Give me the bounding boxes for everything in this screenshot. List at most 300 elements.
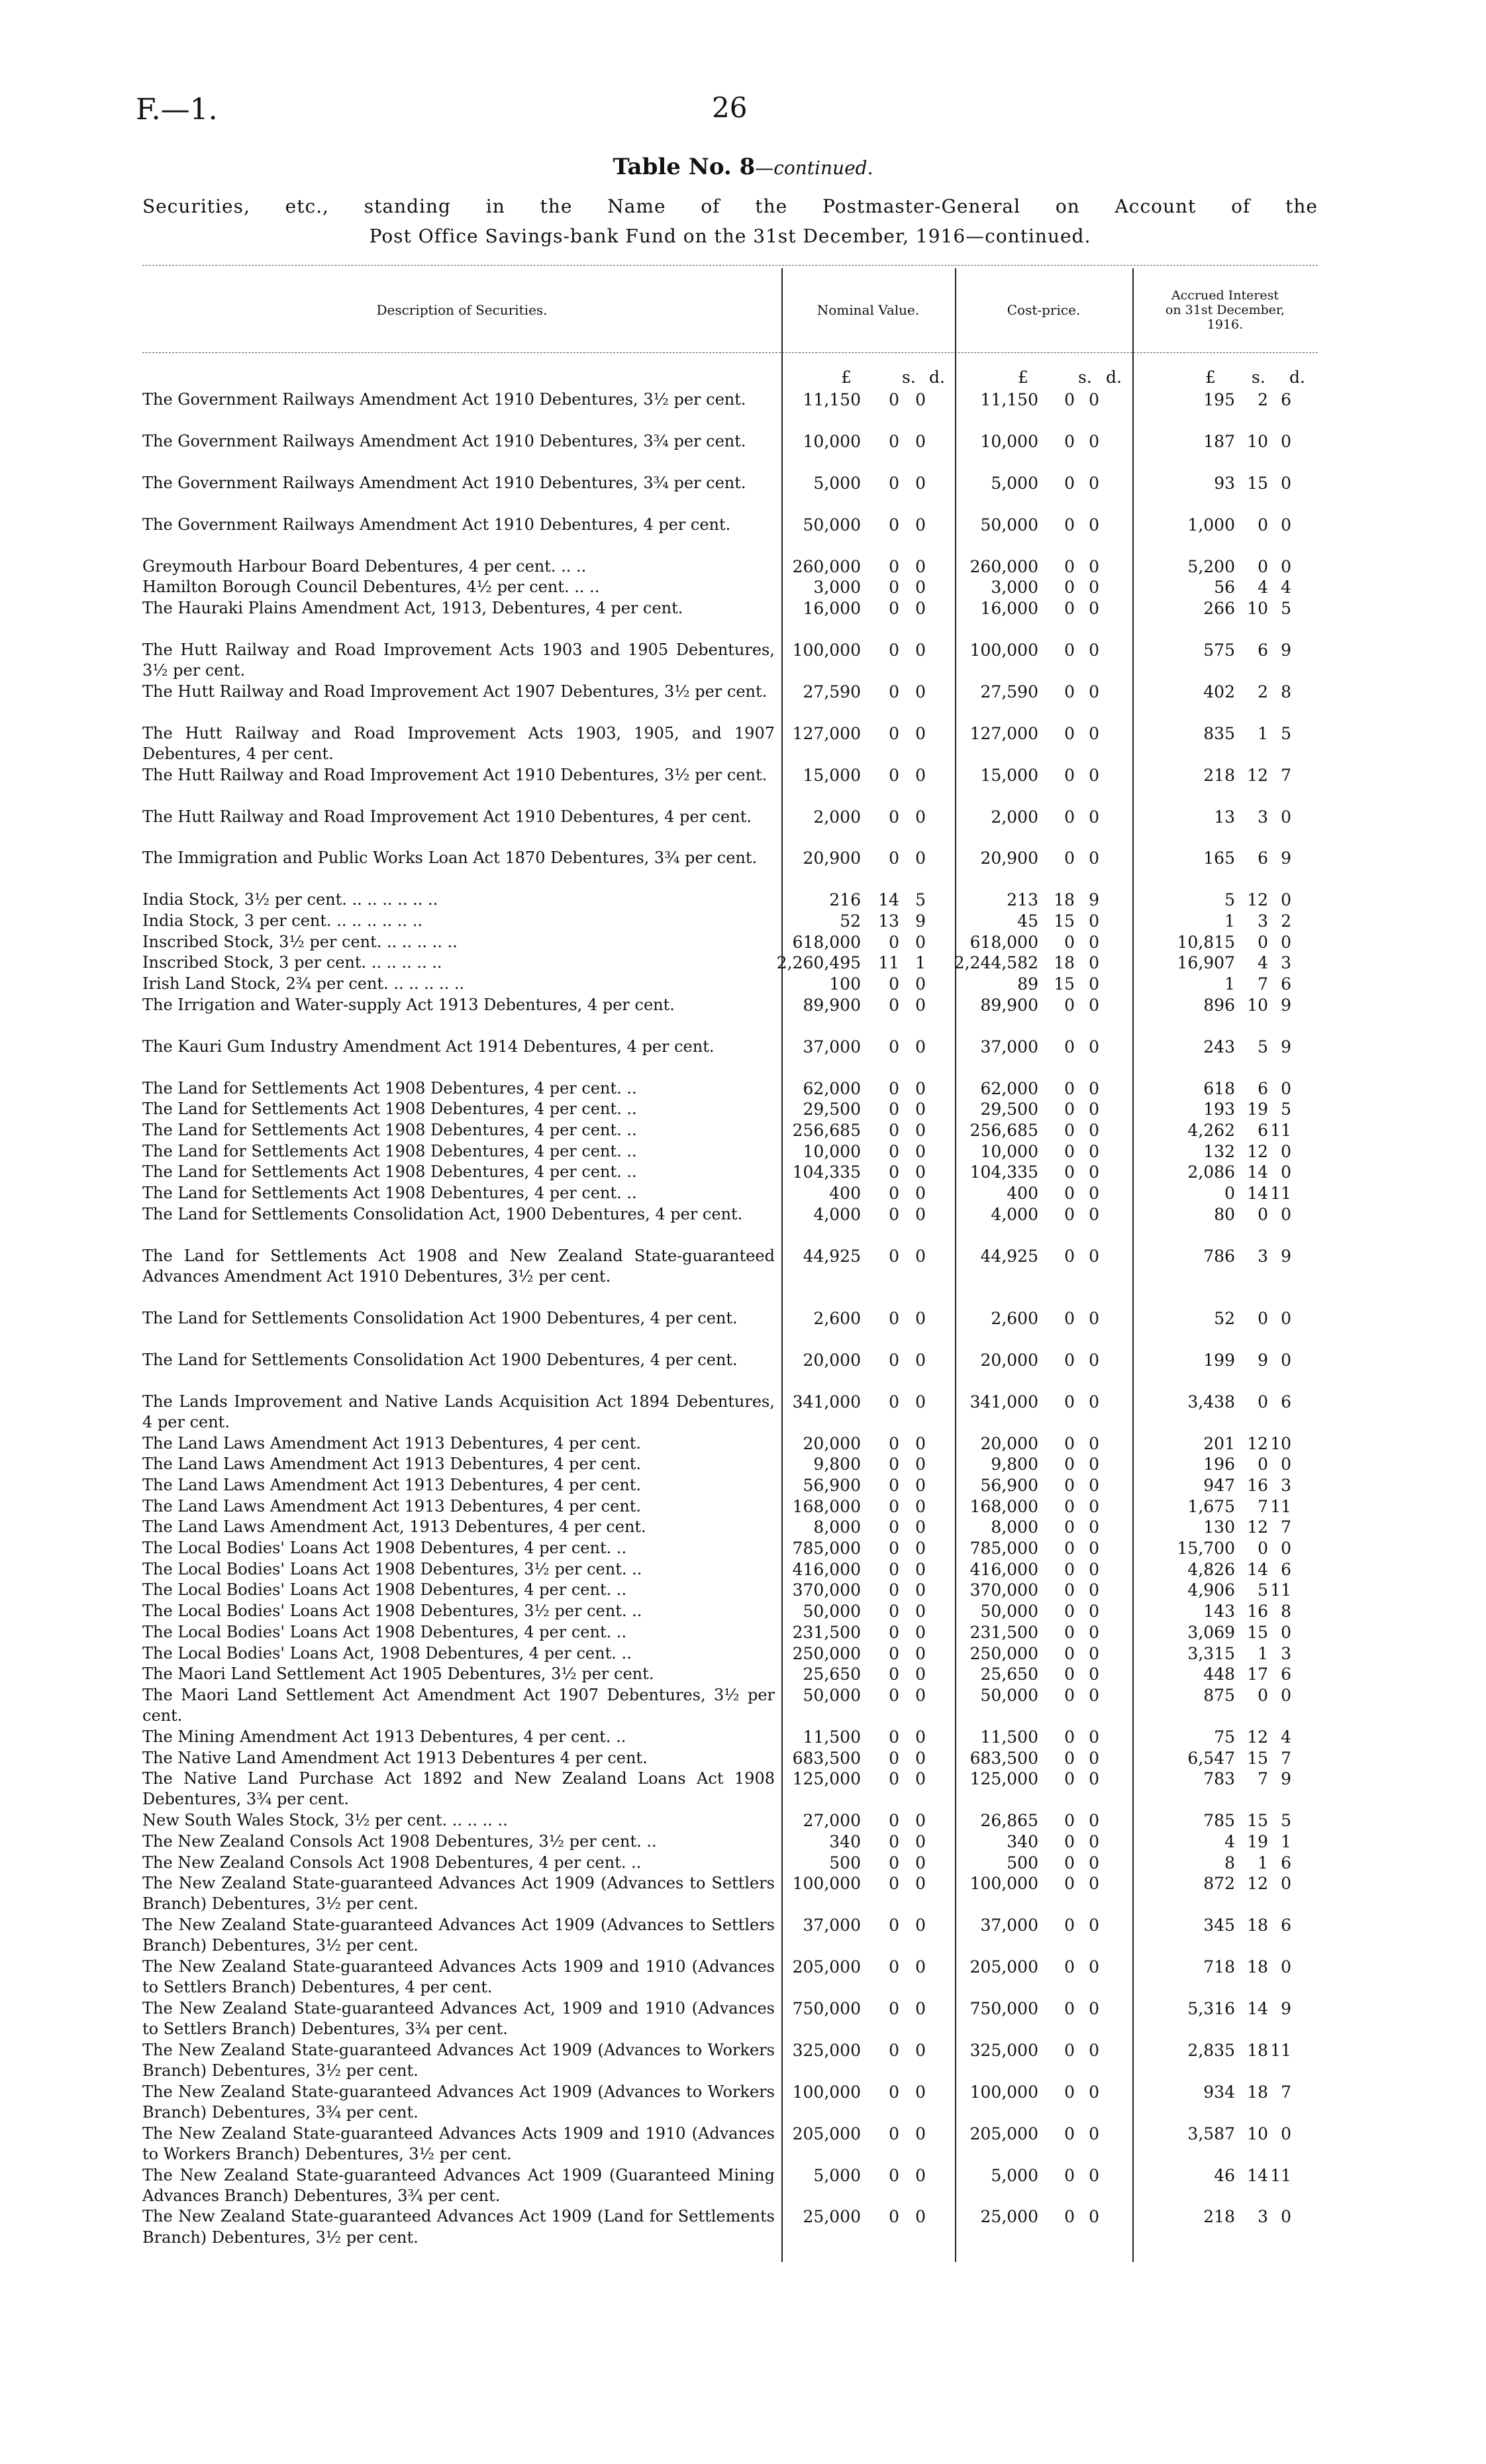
accrued-pence: 3 [1281,1643,1291,1663]
cost-pence: 0 [1089,911,1099,931]
nominal-pounds: 785,000 [792,1539,861,1558]
nominal-shillings: 0 [889,640,899,660]
nominal-shillings: 0 [889,1559,899,1579]
nominal-pence: 0 [915,1100,926,1119]
nominal-pence: 0 [915,848,926,868]
accrued-shillings: 12 [1247,890,1268,910]
cost-pence: 0 [1089,765,1099,785]
accrued-pounds: 16,907 [1177,953,1235,973]
accrued-shillings: 18 [1247,1916,1268,1935]
cost-shillings: 0 [1064,1475,1075,1495]
cost-pence: 0 [1089,515,1099,535]
accrued-pence: 6 [1281,1559,1291,1579]
cost-pence: 0 [1089,1727,1099,1747]
nominal-shillings: 0 [889,723,899,743]
cost-pounds: 44,925 [980,1246,1038,1266]
security-description: The Land for Settlements Act 1908 Debentures, 4 per cent. .. [142,1100,637,1119]
column-header-cost-text: Cost-price. [1007,301,1081,318]
nominal-pounds: 5,000 [813,2165,861,2185]
nominal-shillings: 0 [889,1308,899,1328]
cost-pounds: 3,000 [991,578,1038,597]
nominal-pence: 0 [915,1998,926,2018]
cost-pence: 0 [1089,1811,1099,1831]
nominal-shillings: 0 [889,1580,899,1600]
security-description: The Government Railways Amendment Act 1910 Debentures, 3½ per cent. [142,390,746,409]
cost-pound-unit: £ [1018,368,1028,387]
nominal-pounds: 5,000 [813,473,861,493]
accrued-pence: 11 [1270,1184,1291,1204]
nominal-pounds: 62,000 [803,1078,861,1098]
security-description: The New Zealand State-guaranteed Advances Acts 1909 and 1910 (Advances to Settlers Branch) Debentures, 4 per cent. [142,1957,775,1997]
cost-pounds: 11,500 [980,1727,1038,1747]
accrued-pounds: 187 [1203,431,1235,451]
accrued-shillings: 3 [1258,911,1268,931]
accrued-shillings: 15 [1247,1811,1268,1831]
nominal-pounds: 340 [829,1831,861,1851]
cost-shillings: 0 [1064,1455,1075,1474]
cost-pence: 0 [1089,1643,1099,1663]
cost-pounds: 26,865 [980,1811,1038,1831]
accrued-shillings: 14 [1247,1998,1268,2018]
cost-pence: 0 [1089,1162,1099,1182]
accrued-shillings: 14 [1247,1184,1268,1204]
nominal-pounds: 2,600 [813,1308,861,1328]
cost-pounds: 37,000 [980,1037,1038,1056]
nominal-shillings: 0 [889,2082,899,2102]
accrued-pounds: 130 [1203,1517,1235,1537]
column-header-description [142,268,781,351]
nominal-pence: 0 [915,2124,926,2143]
nominal-pence: 0 [915,1685,926,1705]
security-description: The Local Bodies' Loans Act 1908 Debentures, 4 per cent. .. [142,1622,627,1641]
cost-shillings: 0 [1064,1392,1075,1412]
nominal-pence: 0 [915,974,926,994]
cost-shillings: 0 [1064,807,1075,827]
nominal-pence: 0 [915,1455,926,1474]
cost-shillings: 0 [1064,1643,1075,1663]
accrued-pounds: 132 [1203,1141,1235,1161]
cost-shillings: 0 [1064,1811,1075,1831]
security-description: Irish Land Stock, 2¾ per cent. .. .. .. .. .. [142,974,465,994]
nominal-pence: 0 [915,1475,926,1495]
cost-pence: 0 [1089,1580,1099,1600]
nominal-pence: 0 [915,1350,926,1370]
cost-pounds: 683,500 [969,1748,1038,1768]
accrued-pence: 11 [1270,1496,1291,1516]
cost-pounds: 27,590 [980,682,1038,701]
accrued-pence: 0 [1281,1350,1291,1370]
accrued-pence: 8 [1281,682,1291,701]
nominal-pounds: 127,000 [792,723,861,743]
nominal-pounds: 250,000 [792,1643,861,1663]
nominal-shillings: 0 [889,848,899,868]
cost-pence: 0 [1089,1433,1099,1453]
security-description: The Local Bodies' Loans Act 1908 Debentures, 3½ per cent. .. [142,1602,642,1621]
cost-pounds: 618,000 [969,932,1038,952]
cost-shillings: 15 [1054,974,1075,994]
accrued-pounds: 345 [1203,1916,1235,1935]
security-description: The Local Bodies' Loans Act 1908 Debentures, 3½ per cent. .. [142,1559,642,1578]
nominal-pence: 0 [915,1748,926,1768]
cost-pence: 0 [1089,1831,1099,1851]
cost-pounds: 50,000 [980,1602,1038,1621]
cost-pounds: 56,900 [980,1475,1038,1495]
cost-pounds: 250,000 [969,1643,1038,1663]
cost-pounds: 370,000 [969,1580,1038,1600]
cost-pence: 0 [1089,807,1099,827]
nominal-pounds: 44,925 [803,1246,861,1266]
accrued-shillings: 5 [1258,1037,1268,1056]
nominal-shillings: 0 [889,2040,899,2060]
accrued-shillings: 1 [1258,1853,1268,1873]
cost-pence: 0 [1089,1622,1099,1642]
cost-pounds: 25,650 [980,1665,1038,1684]
accrued-pence: 0 [1281,2124,1291,2143]
nominal-pounds: 50,000 [803,515,861,535]
accrued-pence: 9 [1281,1769,1291,1789]
nominal-shillings: 0 [889,1685,899,1705]
nominal-shillings: 0 [889,1078,899,1098]
cost-shillings: 0 [1064,723,1075,743]
cost-pounds: 62,000 [980,1078,1038,1098]
nominal-pence: 0 [915,1580,926,1600]
nominal-pounds: 50,000 [803,1685,861,1705]
cost-shillings: 0 [1064,599,1075,618]
nominal-pounds: 37,000 [803,1916,861,1935]
nominal-pence: 0 [915,1078,926,1098]
nominal-pence: 0 [915,1308,926,1328]
accrued-shillings: 0 [1258,932,1268,952]
accrued-pence: 0 [1281,1455,1291,1474]
cost-pence: 0 [1089,1246,1099,1266]
nominal-pounds: 29,500 [803,1100,861,1119]
accrued-pounds: 896 [1203,995,1235,1015]
cost-shillings: 0 [1064,1184,1075,1204]
cost-pounds: 416,000 [969,1559,1038,1579]
cost-pence: 0 [1089,974,1099,994]
accrued-pounds: 4,906 [1187,1580,1235,1600]
accrued-shillings: 16 [1247,1602,1268,1621]
nominal-pence: 0 [915,556,926,576]
security-description: India Stock, 3½ per cent. .. .. .. .. .. .. [142,890,438,909]
accrued-pounds: 195 [1203,390,1235,409]
cost-shillings: 0 [1064,1874,1075,1894]
accrued-pence: 10 [1270,1433,1291,1453]
cost-pence: 0 [1089,556,1099,576]
nominal-pounds: 683,500 [792,1748,861,1768]
accrued-pence: 0 [1281,556,1291,576]
nominal-pounds: 325,000 [792,2040,861,2060]
cost-shillings: 0 [1064,1141,1075,1161]
security-description: The New Zealand Consols Act 1908 Debentures, 3½ per cent. .. [142,1831,657,1851]
nominal-pence: 0 [915,1184,926,1204]
security-description: The Land for Settlements Act 1908 Debentures, 4 per cent. .. [142,1078,637,1098]
nominal-pence: 0 [915,1204,926,1224]
cost-pence: 0 [1089,1957,1099,1976]
cost-shillings: 0 [1064,1602,1075,1621]
cost-shillings: 0 [1064,1665,1075,1684]
accrued-shillings: 18 [1247,2040,1268,2060]
cost-shillings: 0 [1064,848,1075,868]
accrued-shillings: 7 [1258,1769,1268,1789]
accrued-pounds: 143 [1203,1602,1235,1621]
nominal-pence: 5 [915,890,926,910]
accrued-shillings: 2 [1258,682,1268,701]
cost-pence: 0 [1089,953,1099,973]
accrued-shillings: 6 [1258,1078,1268,1098]
nominal-pence: 0 [915,1602,926,1621]
accrued-shillings: 14 [1247,1162,1268,1182]
accrued-pounds: 243 [1203,1037,1235,1056]
accrued-shillings: 1 [1258,1643,1268,1663]
nominal-shillings: 0 [889,1517,899,1537]
accrued-pounds: 13 [1214,807,1235,827]
cost-pence-unit: d. [1106,368,1122,387]
cost-pounds: 89,900 [980,995,1038,1015]
cost-pence: 0 [1089,2124,1099,2143]
nominal-pence: 0 [915,1121,926,1140]
accrued-shillings: 7 [1258,1496,1268,1516]
nominal-pounds: 15,000 [803,765,861,785]
accrued-pounds: 93 [1214,473,1235,493]
cost-shillings: 0 [1064,1916,1075,1935]
cost-shillings: 0 [1064,1831,1075,1851]
accrued-shillings: 18 [1247,1957,1268,1976]
cost-shillings: 0 [1064,2040,1075,2060]
accrued-pence: 8 [1281,1602,1291,1621]
cost-pence: 0 [1089,1853,1099,1873]
accrued-pounds: 2,835 [1187,2040,1235,2060]
security-description: The Maori Land Settlement Act 1905 Debentures, 3½ per cent. [142,1665,654,1684]
cost-pounds: 10,000 [980,1141,1038,1161]
security-description: The New Zealand State-guaranteed Advances Act 1909 (Advances to Workers Branch) Debentures, 3½ per cent. [142,2040,775,2080]
nominal-shillings: 0 [889,995,899,1015]
accrued-shillings: 0 [1258,1685,1268,1705]
cost-shillings: 0 [1064,765,1075,785]
nominal-pounds: 25,000 [803,2207,861,2227]
nominal-pence: 0 [915,1037,926,1056]
accrued-pence: 5 [1281,723,1291,743]
nominal-pounds: 2,260,495 [776,953,861,973]
accrued-shillings: 7 [1258,974,1268,994]
accrued-shillings: 14 [1247,2165,1268,2185]
column-header-accrued-line-1: Accrued Interest [1171,287,1279,303]
page-number: 26 [712,91,748,124]
nominal-pounds: 10,000 [803,431,861,451]
cost-pounds: 10,000 [980,431,1038,451]
accrued-pence: 1 [1281,1831,1291,1851]
cost-shillings: 18 [1054,953,1075,973]
nominal-shillings: 0 [889,1831,899,1851]
nominal-pounds: 100,000 [792,1874,861,1894]
cost-shillings: 0 [1064,1433,1075,1453]
security-description: The Land Laws Amendment Act 1913 Debentures, 4 per cent. [142,1496,642,1515]
accrued-shillings: 14 [1247,1559,1268,1579]
cost-shillings: 0 [1064,932,1075,952]
cost-pence: 0 [1089,1121,1099,1140]
security-description: The Land for Settlements Consolidation Act 1900 Debentures, 4 per cent. [142,1308,738,1327]
nominal-pence: 0 [915,2040,926,2060]
cost-pence: 0 [1089,1037,1099,1056]
accrued-pounds: 266 [1203,599,1235,618]
nominal-shillings: 0 [889,1811,899,1831]
cost-shillings: 0 [1064,1121,1075,1140]
security-description: The Lands Improvement and Native Lands Acquisition Act 1894 Debentures, 4 per cent. [142,1392,775,1431]
accrued-pence: 2 [1281,911,1291,931]
cost-pence: 0 [1089,1204,1099,1224]
accrued-shillings: 0 [1258,556,1268,576]
accrued-pence: 11 [1270,1121,1291,1140]
cost-pounds: 100,000 [969,640,1038,660]
nominal-shillings: 0 [889,390,899,409]
cost-pence: 0 [1089,599,1099,618]
nominal-pounds: 27,000 [803,1811,861,1831]
nominal-pounds: 400 [829,1184,861,1204]
nominal-shillings: 0 [889,2124,899,2143]
cost-pounds: 8,000 [991,1517,1038,1537]
security-description: The Native Land Purchase Act 1892 and New Zealand Loans Act 1908 Debentures, 3¾ per cent. [142,1769,775,1809]
security-description: The Land for Settlements Consolidation Act, 1900 Debentures, 4 per cent. [142,1204,743,1223]
cost-pounds: 20,000 [980,1433,1038,1453]
accrued-shillings: 12 [1247,1141,1268,1161]
accrued-pence: 7 [1281,1748,1291,1768]
column-header-nominal-text: Nominal Value. [817,301,920,318]
accrued-shillings: 1 [1258,723,1268,743]
accrued-pounds: 5 [1224,890,1235,910]
nominal-pounds: 11,500 [803,1727,861,1747]
accrued-shillings: 15 [1247,473,1268,493]
accrued-pence: 9 [1281,848,1291,868]
table-title-suffix: —continued. [755,157,873,179]
cost-pence: 0 [1089,723,1099,743]
nominal-pence: 0 [915,807,926,827]
accrued-pence: 6 [1281,1665,1291,1684]
security-description: The Maori Land Settlement Act Amendment Act 1907 Debentures, 3½ per cent. [142,1685,775,1725]
cost-pounds: 340 [1007,1831,1038,1851]
accrued-pence: 0 [1281,1162,1291,1182]
cost-pounds: 785,000 [969,1539,1038,1558]
accrued-shillings: 2 [1258,390,1268,409]
nominal-pounds: 10,000 [803,1141,861,1161]
cost-pounds: 231,500 [969,1622,1038,1642]
cost-pounds: 100,000 [969,1874,1038,1894]
nominal-pounds: 416,000 [792,1559,861,1579]
nominal-pence: 0 [915,640,926,660]
nominal-pounds: 3,000 [813,578,861,597]
cost-shillings: 0 [1064,1685,1075,1705]
cost-pounds: 29,500 [980,1100,1038,1119]
nominal-shillings: 0 [889,765,899,785]
nominal-pence: 0 [915,1811,926,1831]
cost-pence: 0 [1089,2207,1099,2227]
accrued-pence: 9 [1281,640,1291,660]
cost-shillings: 0 [1064,1853,1075,1873]
nominal-shillings: 0 [889,578,899,597]
nominal-shillings: 0 [889,1433,899,1453]
nominal-pounds: 168,000 [792,1496,861,1516]
nominal-shillings: 0 [889,1853,899,1873]
column-header-description-text: Description of Securities. [376,301,548,318]
nominal-pounds: 25,650 [803,1665,861,1684]
accrued-shillings: 12 [1247,765,1268,785]
cost-pence: 0 [1089,1078,1099,1098]
cost-shillings: 0 [1064,640,1075,660]
accrued-shillings: 0 [1258,515,1268,535]
cost-pence: 0 [1089,682,1099,701]
nominal-shillings: 0 [889,599,899,618]
cost-pounds: 260,000 [969,556,1038,576]
accrued-pence: 5 [1281,1100,1291,1119]
accrued-pound-unit: £ [1205,368,1216,387]
accrued-pounds: 4,262 [1187,1121,1235,1140]
accrued-pence: 6 [1281,390,1291,409]
accrued-pounds: 75 [1214,1727,1235,1747]
cost-pence: 0 [1089,473,1099,493]
security-description: The Native Land Amendment Act 1913 Debentures 4 per cent. [142,1748,648,1767]
nominal-shillings: 0 [889,682,899,701]
accrued-shillings: 0 [1258,1204,1268,1224]
nominal-pence: 0 [915,1665,926,1684]
accrued-pounds: 46 [1214,2165,1235,2185]
security-description: The Local Bodies' Loans Act, 1908 Debentures, 4 per cent. .. [142,1643,632,1663]
cost-pounds: 16,000 [980,599,1038,618]
security-description: The Immigration and Public Works Loan Act 1870 Debentures, 3¾ per cent. [142,848,758,868]
cost-shillings: 0 [1064,1100,1075,1119]
nominal-shillings: 0 [889,974,899,994]
accrued-pounds: 934 [1203,2082,1235,2102]
column-header-accrued-line-3: 1916. [1207,317,1244,332]
accrued-pounds: 4 [1224,1831,1235,1851]
accrued-pounds: 165 [1203,848,1235,868]
cost-pence: 0 [1089,1665,1099,1684]
accrued-pounds: 3,069 [1187,1622,1235,1642]
nominal-pence: 0 [915,1643,926,1663]
accrued-pounds: 4,826 [1187,1559,1235,1579]
security-description: Greymouth Harbour Board Debentures, 4 per cent. .. .. [142,556,587,576]
cost-shillings: 0 [1064,1496,1075,1516]
nominal-pence: 0 [915,1517,926,1537]
cost-pounds: 5,000 [991,2165,1038,2185]
nominal-pence: 9 [915,911,926,931]
nominal-shillings: 0 [889,1121,899,1140]
cost-shillings: 0 [1064,995,1075,1015]
accrued-pence: 6 [1281,1853,1291,1873]
cost-pounds: 11,150 [980,390,1038,409]
nominal-shillings: 0 [889,932,899,952]
nominal-pence: 0 [915,1246,926,1266]
nominal-pounds: 20,900 [803,848,861,868]
cost-pounds: 213 [1007,890,1038,910]
nominal-shillings: 0 [889,473,899,493]
accrued-pence: 0 [1281,1204,1291,1224]
nominal-pence: 0 [915,995,926,1015]
accrued-pounds: 3,438 [1187,1392,1235,1412]
security-description: The Government Railways Amendment Act 1910 Debentures, 3¾ per cent. [142,473,746,492]
column-header-nominal [781,268,955,351]
security-description: The New Zealand State-guaranteed Advances Act 1909 (Advances to Settlers Branch) Debentures, 3½ per cent. [142,1916,775,1955]
cost-pence: 0 [1089,1308,1099,1328]
nominal-pence: 0 [915,723,926,743]
nominal-shillings: 0 [889,1162,899,1182]
cost-shillings: 0 [1064,2165,1075,2185]
column-header-cost [955,268,1132,351]
cost-pence: 9 [1089,890,1099,910]
cost-shillings: 0 [1064,1539,1075,1558]
accrued-pence: 0 [1281,807,1291,827]
accrued-pence: 9 [1281,1998,1291,2018]
accrued-pounds: 947 [1203,1475,1235,1495]
accrued-pounds: 10,815 [1177,932,1235,952]
